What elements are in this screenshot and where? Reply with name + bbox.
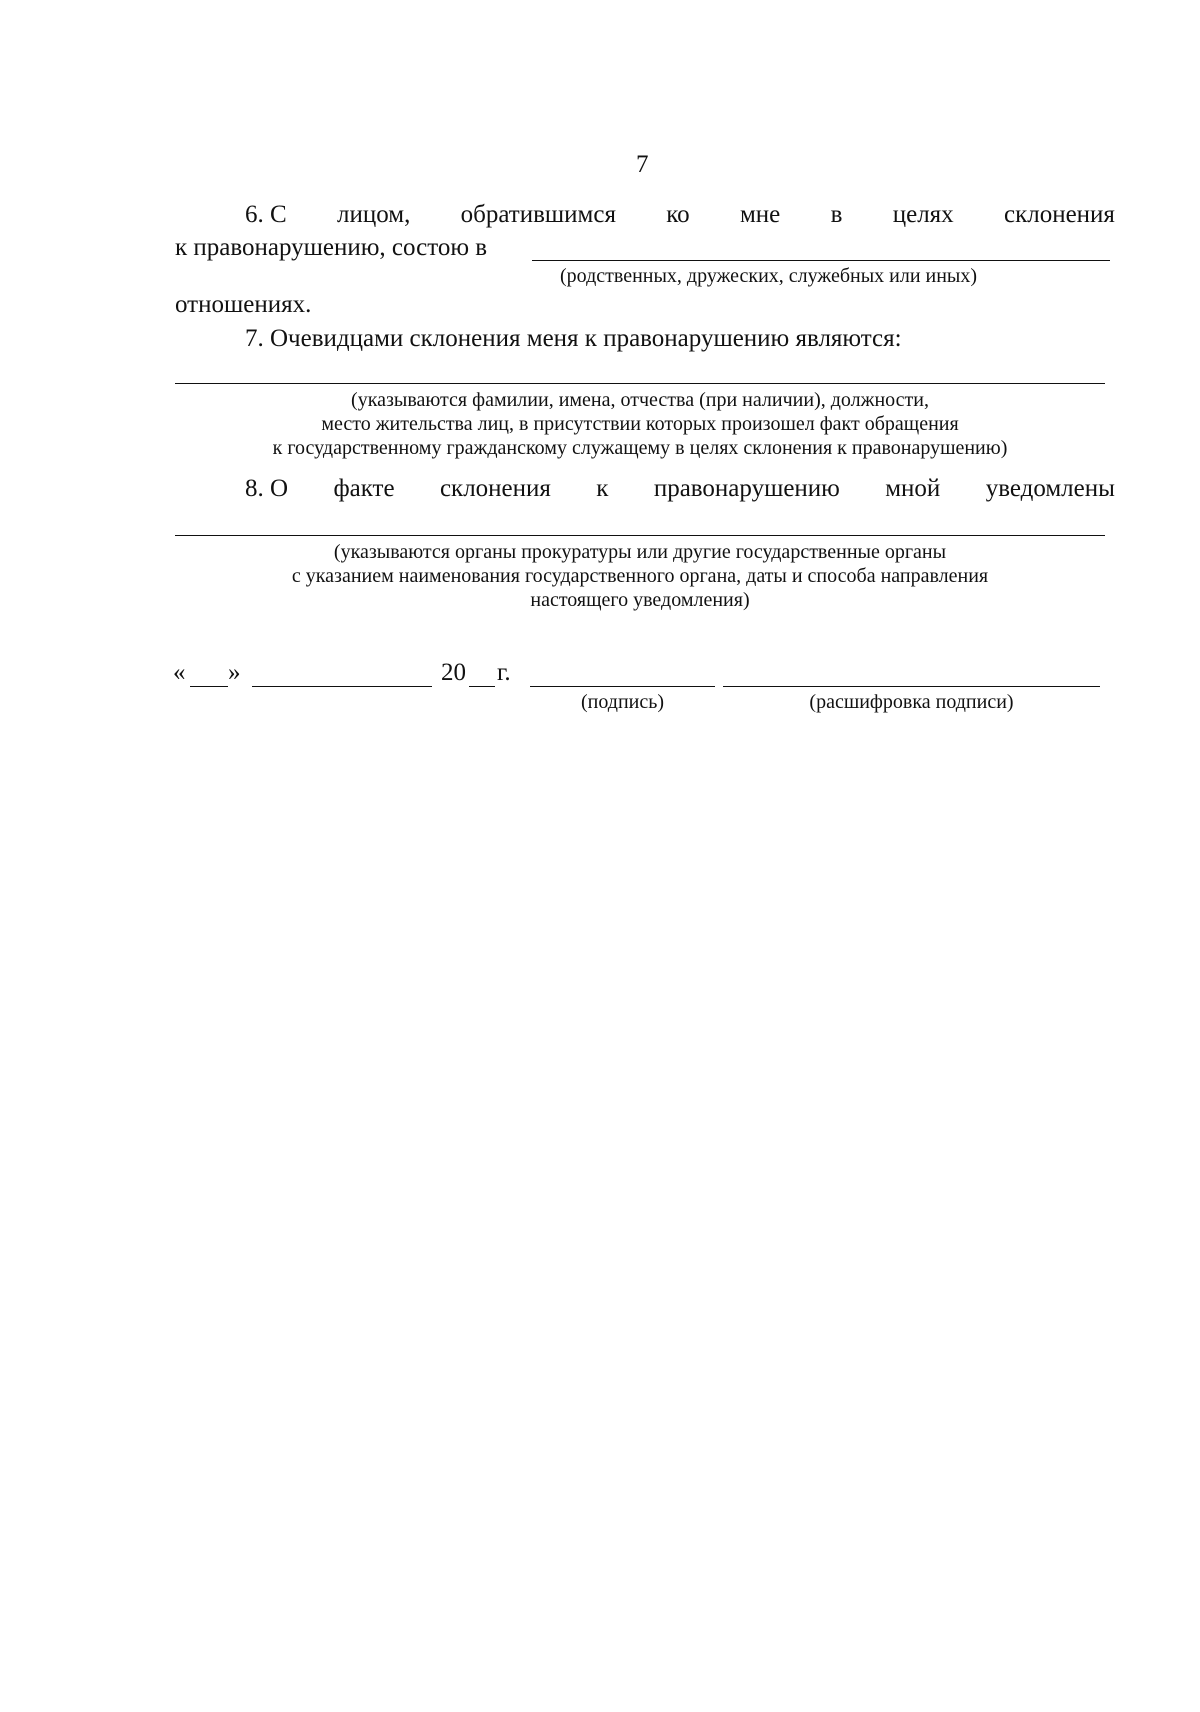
item6-word: склонения: [1003, 201, 1115, 228]
item6-word: мне: [739, 201, 781, 228]
item7-hint-line: к государственному гражданскому служащему в целях склонения к правонарушению): [272, 437, 1008, 459]
signature-blank-line[interactable]: [530, 686, 715, 687]
page-number: 7: [636, 151, 649, 178]
item6-relation-suffix: отношениях.: [175, 291, 312, 318]
item7-hint-line: место жительства лиц, в присутствии которых произошел факт обращения: [321, 413, 959, 435]
item8-word: правонарушению: [653, 475, 840, 502]
item8-word: 8. О: [245, 475, 289, 502]
item8-word: уведомлены: [985, 475, 1115, 502]
signature-decoding-label: (расшифровка подписи): [809, 691, 1014, 713]
date-month-blank[interactable]: [252, 686, 432, 687]
item6-relation-hint: (родственных, дружеских, служебных или иных): [560, 265, 978, 287]
item7-hint-line: (указываются фамилии, имена, отчества (при наличии), должности,: [351, 389, 929, 411]
item8-word: мной: [885, 475, 941, 502]
date-close-quote: »: [228, 659, 241, 686]
item7-witnesses-blank-line[interactable]: [175, 383, 1105, 384]
item6-word: обратившимся: [460, 201, 616, 228]
date-year-suffix: г.: [497, 659, 511, 686]
item6-word: в: [830, 201, 843, 228]
item8-notified-blank-line[interactable]: [175, 535, 1105, 536]
item8-hint-line: настоящего уведомления): [530, 589, 750, 611]
item6-first-line: [245, 200, 1115, 230]
item7-text: 7. Очевидцами склонения меня к правонарушению являются:: [245, 325, 902, 352]
item6-word: 6. С: [245, 201, 287, 228]
date-open-quote: «: [173, 659, 186, 686]
item6-relation-prefix: к правонарушению, состою в: [175, 234, 488, 261]
signature-decoding-blank-line[interactable]: [723, 686, 1100, 687]
signature-label: (подпись): [580, 691, 665, 713]
date-day-blank[interactable]: [190, 686, 228, 687]
item8-word: факте: [333, 475, 395, 502]
item8-hint-line: с указанием наименования государственного органа, даты и способа направления: [291, 565, 989, 587]
date-year-blank[interactable]: [469, 686, 495, 687]
item6-word: лицом,: [337, 201, 411, 228]
item8-word: к: [596, 475, 609, 502]
date-year-prefix: 20: [441, 659, 466, 686]
item6-word: ко: [666, 201, 690, 228]
item8-word: склонения: [439, 475, 551, 502]
item8-hint: [175, 540, 1105, 612]
item8-first-line: [245, 474, 1115, 504]
item6-relation-blank-line[interactable]: [532, 260, 1110, 261]
item7-hint: [175, 388, 1105, 460]
item6-word: целях: [892, 201, 954, 228]
item8-hint-line: (указываются органы прокуратуры или другие государственные органы: [333, 541, 947, 563]
